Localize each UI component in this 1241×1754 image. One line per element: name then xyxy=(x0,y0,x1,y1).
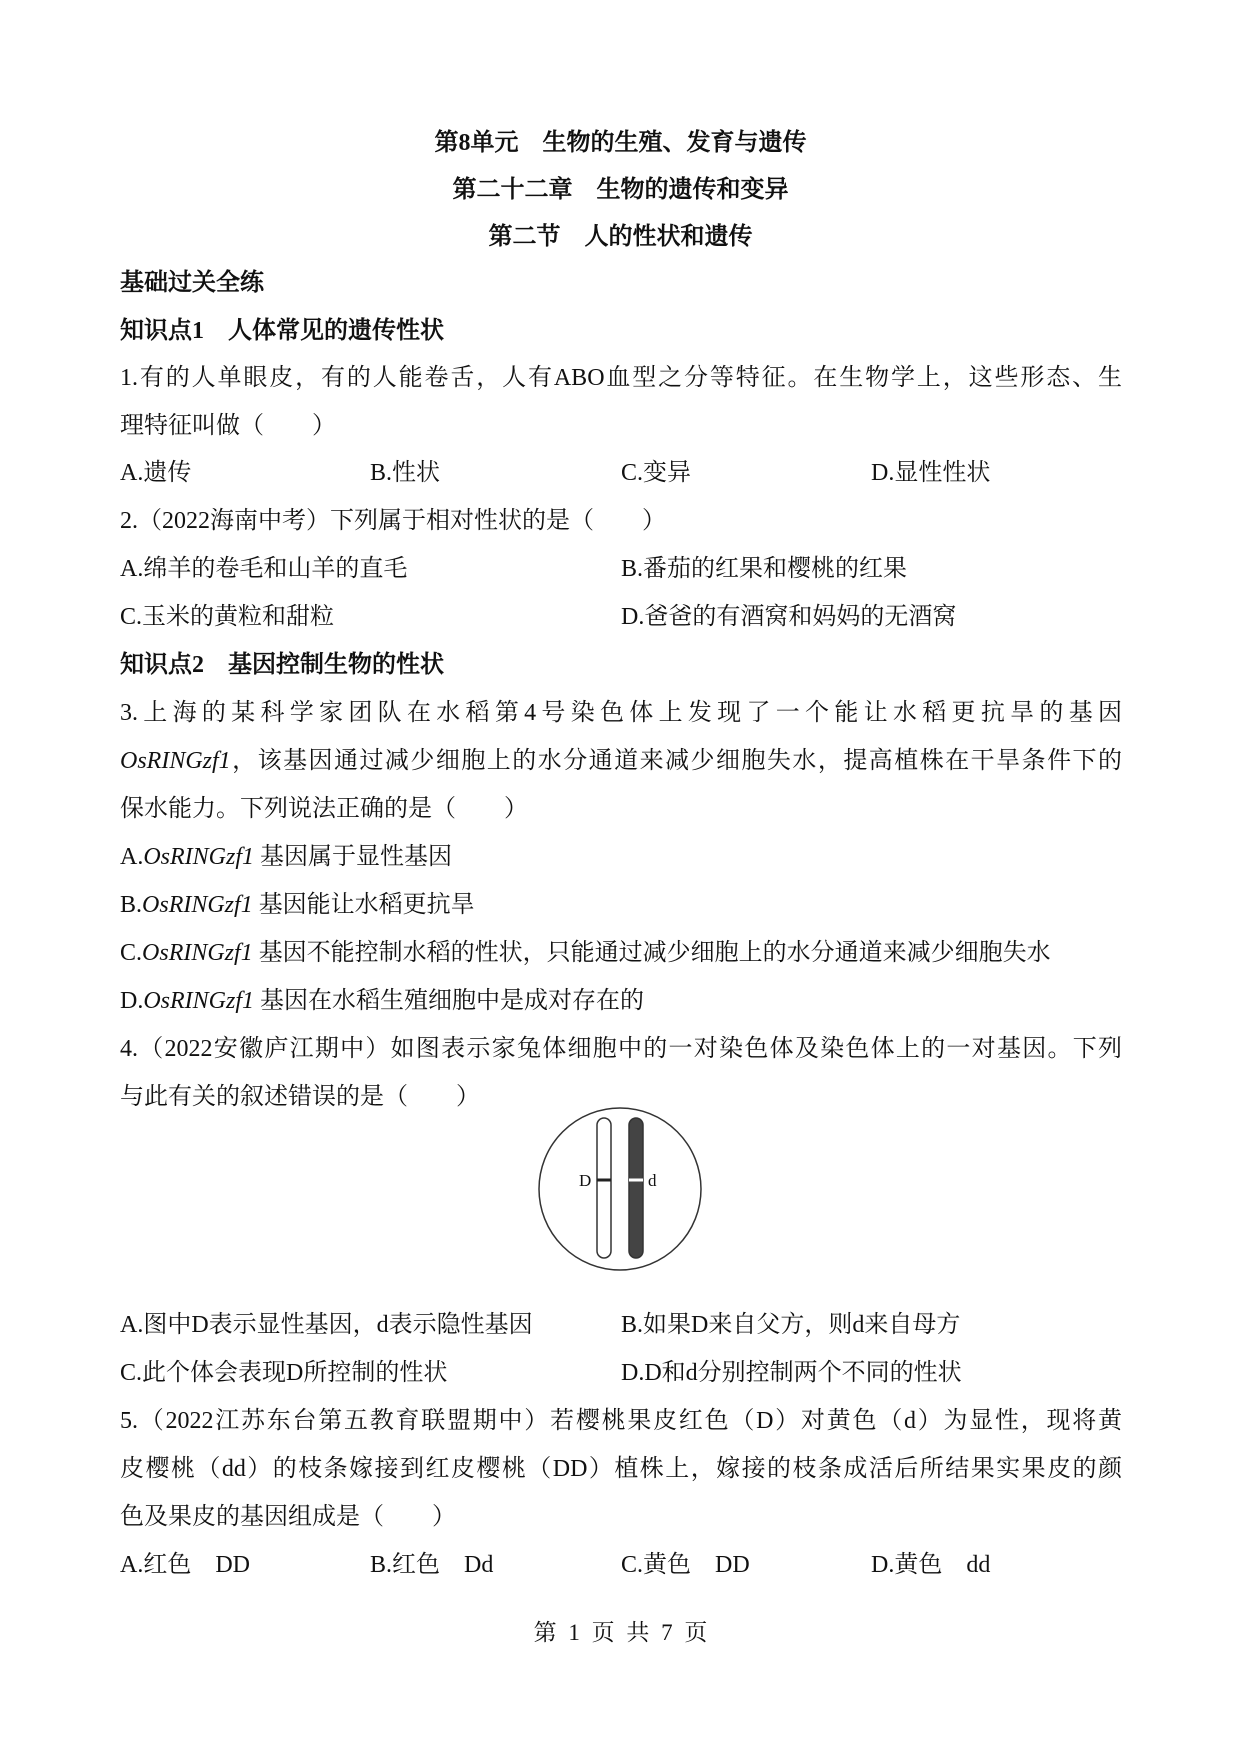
page-number: 第 1 页 共 7 页 xyxy=(533,1620,708,1645)
q2-option-a: A.绵羊的卷毛和山羊的直毛 xyxy=(120,556,408,582)
q1-option-a: A.遗传 xyxy=(120,460,192,486)
gene-label-recessive: d xyxy=(648,1171,657,1190)
q5-option-a: A.红色 DD xyxy=(120,1552,250,1578)
q3-option-b-text: 基因能让水稻更抗旱 xyxy=(258,892,475,918)
q2-option-b: B.番茄的红果和樱桃的红果 xyxy=(621,556,908,582)
q1-option-d: D.显性性状 xyxy=(871,460,991,486)
q3-option-a-letter: A. xyxy=(120,844,144,870)
q3-option-c-text: 基因不能控制水稻的性状，只能通过减少细胞上的水分通道来减少细胞失水 xyxy=(258,940,1051,966)
practice-heading: 基础过关全练 xyxy=(120,270,264,296)
q3-gene-name: OsRINGzf1 xyxy=(120,748,231,774)
knowledge-point-2: 知识点2 基因控制生物的性状 xyxy=(120,652,444,678)
q3-option-d-text: 基因在水稻生殖细胞中是成对存在的 xyxy=(260,988,645,1014)
q3-option-d-gene: OsRINGzf1 xyxy=(143,988,255,1014)
q1-stem-line-1: 1.有的人单眼皮，有的人能卷舌，人有ABO血型之分等特征。在生物学上，这些形态、生 xyxy=(120,365,1122,391)
q3-option-b-letter: B. xyxy=(120,892,143,918)
q5-stem-line-1: 5.（2022江苏东台第五教育联盟期中）若樱桃果皮红色（D）对黄色（d）为显性，现将黄 xyxy=(120,1408,1122,1434)
q5-option-c: C.黄色 DD xyxy=(621,1552,750,1578)
q3-option-c-letter: C. xyxy=(120,940,143,966)
chapter-title: 第二十二章 生物的遗传和变异 xyxy=(452,177,789,203)
q3-option-a-text: 基因属于显性基因 xyxy=(260,844,453,870)
q4-option-d: D.D和d分别控制两个不同的性状 xyxy=(621,1360,962,1386)
cell-outline xyxy=(539,1108,701,1270)
q5-option-b: B.红色 Dd xyxy=(370,1552,494,1578)
q2-option-c: C.玉米的黄粒和甜粒 xyxy=(120,604,335,630)
chromosome-right xyxy=(629,1118,643,1258)
q4-option-c: C.此个体会表现D所控制的性状 xyxy=(120,1360,448,1386)
gene-label-dominant: D xyxy=(579,1171,592,1190)
q3-option-c-gene: OsRINGzf1 xyxy=(142,940,253,966)
knowledge-point-1: 知识点1 人体常见的遗传性状 xyxy=(120,318,444,344)
q3-option-b-gene: OsRINGzf1 xyxy=(142,892,253,918)
q1-option-c: C.变异 xyxy=(621,460,692,486)
q2-option-d: D.爸爸的有酒窝和妈妈的无酒窝 xyxy=(621,604,957,630)
q3-option-d-letter: D. xyxy=(120,988,144,1014)
q3-option-a-gene: OsRINGzf1 xyxy=(143,844,255,870)
section-title: 第二节 人的性状和遗传 xyxy=(488,224,753,250)
q4-option-b: B.如果D来自父方，则d来自母方 xyxy=(621,1312,961,1338)
q4-stem-line-2: 与此有关的叙述错误的是（ ） xyxy=(120,1084,480,1110)
q3-stem-line-2-text: ，该基因通过减少细胞上的水分通道来减少细胞失水，提高植株在干旱条件下的 xyxy=(230,748,1122,774)
chromosome-left xyxy=(597,1118,611,1258)
q3-stem-line-2 xyxy=(120,746,1122,776)
q5-option-d: D.黄色 dd xyxy=(871,1552,991,1578)
unit-title: 第8单元 生物的生殖、发育与遗传 xyxy=(434,130,807,156)
q3-stem-line-1: 3.上海的某科学家团队在水稻第4号染色体上发现了一个能让水稻更抗旱的基因 xyxy=(120,700,1122,726)
q3-option-a xyxy=(120,842,452,872)
q3-option-b xyxy=(120,890,475,920)
q3-option-c xyxy=(120,938,1051,968)
q3-option-d xyxy=(120,986,644,1016)
q2-stem: 2.（2022海南中考）下列属于相对性状的是（ ） xyxy=(120,508,666,534)
q4-option-a: A.图中D表示显性基因，d表示隐性基因 xyxy=(120,1312,533,1338)
q1-option-b: B.性状 xyxy=(370,460,441,486)
q4-stem-line-1: 4.（2022安徽庐江期中）如图表示家兔体细胞中的一对染色体及染色体上的一对基因。下列 xyxy=(120,1036,1122,1062)
chromosome-pair-figure xyxy=(536,1105,704,1273)
q1-stem-line-2: 理特征叫做（ ） xyxy=(120,413,336,439)
q5-stem-line-3: 色及果皮的基因组成是（ ） xyxy=(120,1504,456,1530)
q5-stem-line-2: 皮樱桃（dd）的枝条嫁接到红皮樱桃（DD）植株上，嫁接的枝条成活后所结果实果皮的颜 xyxy=(120,1456,1122,1482)
q3-stem-line-3: 保水能力。下列说法正确的是（ ） xyxy=(120,796,528,822)
